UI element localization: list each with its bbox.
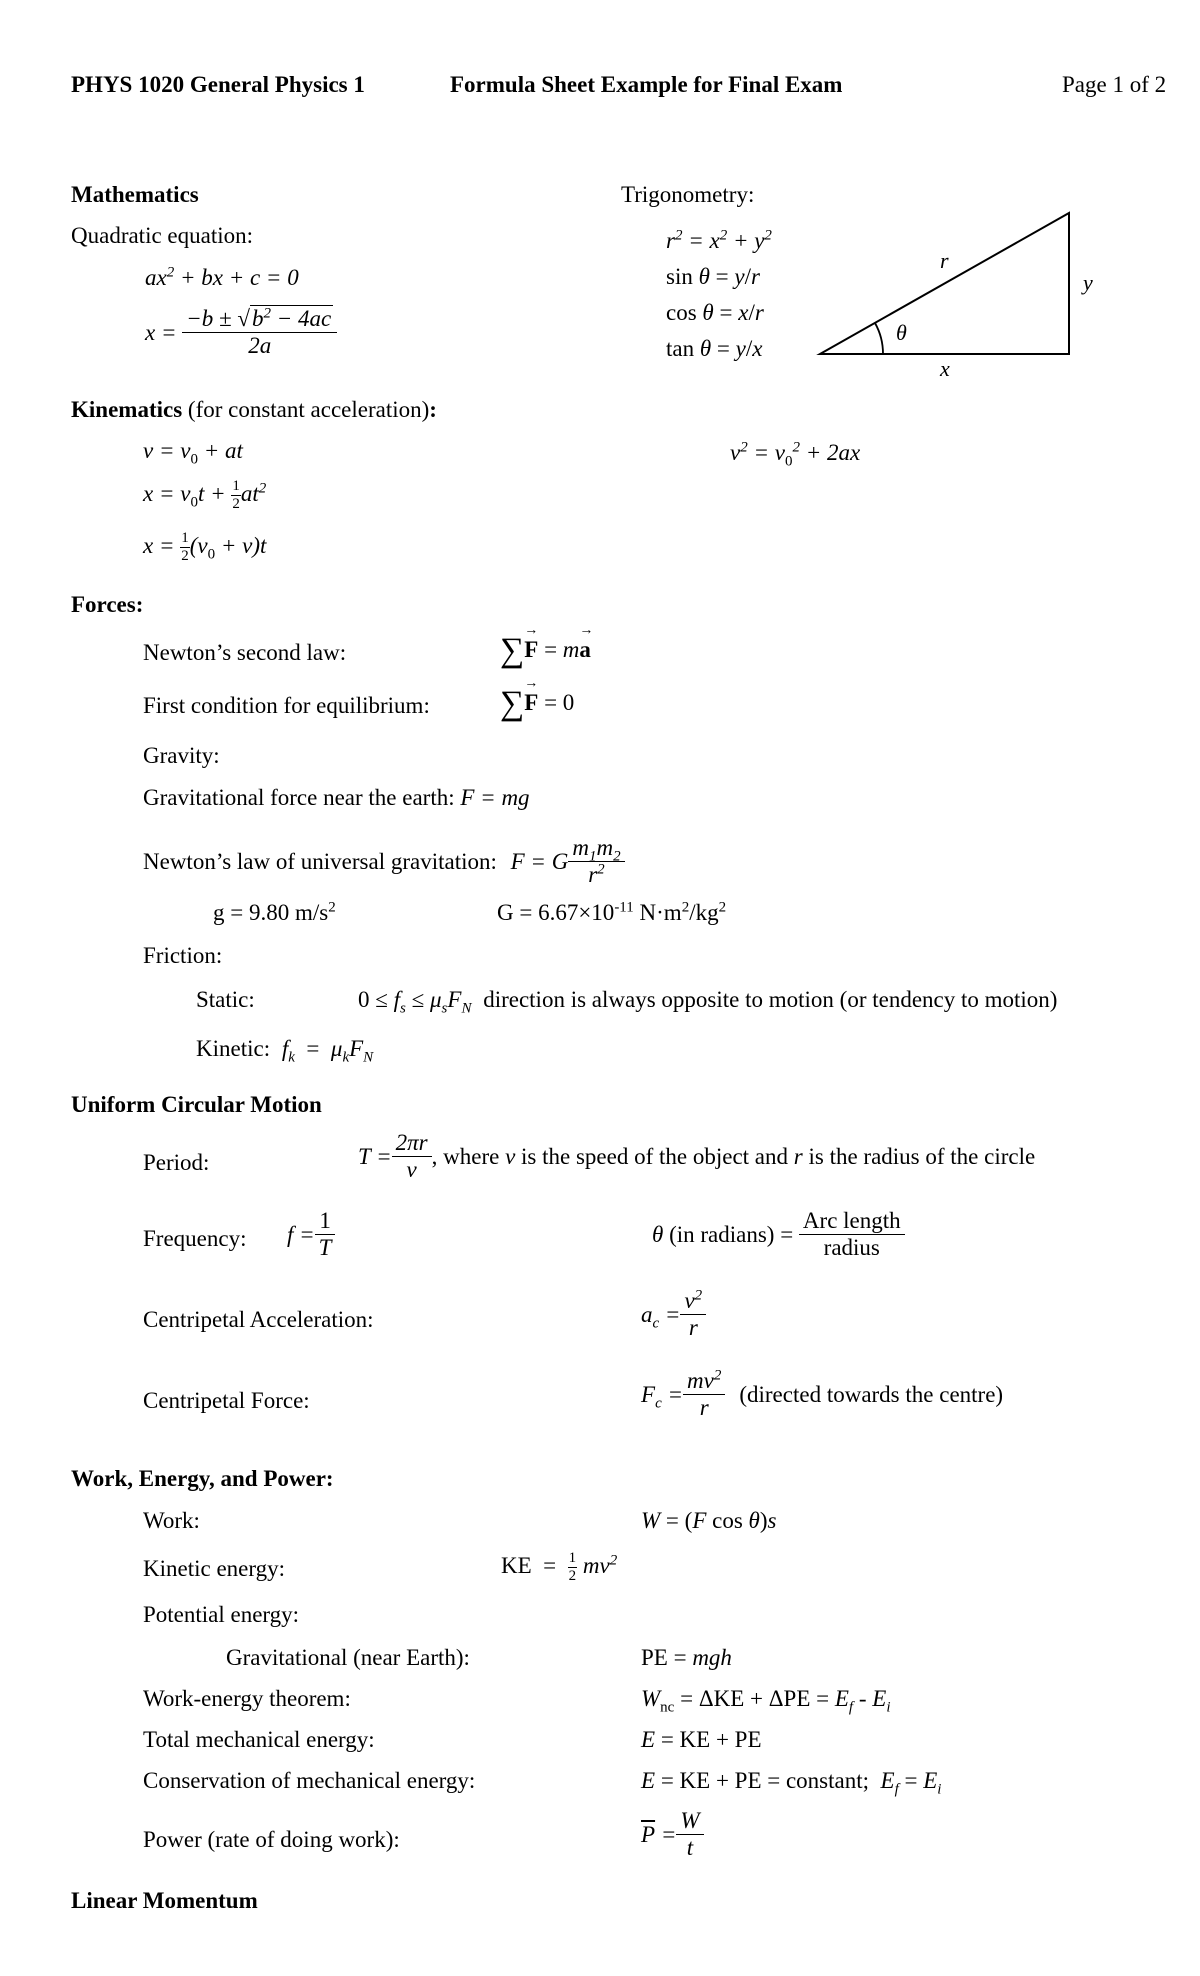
- gravitational-pe-label: Gravitational (near Earth):: [226, 1645, 470, 1670]
- work-label: Work:: [143, 1508, 200, 1533]
- cosine-equation: cos θ = x/r: [666, 300, 764, 325]
- static-friction-eq: $0 \le f_s \le \mu_sF_N$ direction is always opposite to motion (or tendency to motion): [358, 987, 1058, 1017]
- right-triangle-diagram: [800, 200, 1120, 390]
- gravitational-force-label: Gravitational force near the earth: F = mg: [143, 785, 530, 810]
- friction-label: Friction:: [143, 943, 223, 968]
- power-eq: $\overline{P}$ = $\frac{W}{t}$: [641, 1808, 704, 1862]
- trig-label: Trigonometry:: [621, 182, 755, 207]
- equilibrium-eq: ∑→ F = 0: [500, 685, 574, 723]
- power-label: Power (rate of doing work):: [143, 1827, 400, 1852]
- newton-second-law-label: Newton’s second law:: [143, 640, 347, 665]
- radians-eq: θ (in radians) = $\frac{\text{Arc length}}{\text{radius}}$: [652, 1208, 905, 1262]
- triangle-label-r: r: [940, 248, 949, 273]
- total-mechanical-energy-label: Total mechanical energy:: [143, 1727, 375, 1752]
- total-mechanical-energy-eq: E = KE + PE: [641, 1727, 762, 1752]
- frequency-label: Frequency:: [143, 1226, 247, 1251]
- frequency-eq: f = $\frac{1}{T}$: [287, 1208, 335, 1262]
- section-linear-momentum: Linear Momentum: [71, 1888, 258, 1913]
- work-energy-theorem-label: Work-energy theorem:: [143, 1686, 351, 1711]
- gravity-label: Gravity:: [143, 743, 220, 768]
- kinetic-energy-eq: KE = $\frac{1}{2}$ $mv^2$: [501, 1550, 618, 1585]
- quadratic-label: Quadratic equation:: [71, 223, 254, 248]
- course-title: PHYS 1020 General Physics 1: [71, 72, 365, 97]
- quadratic-equation: $ax^2$ + bx + c = 0: [145, 264, 299, 290]
- kinetic-friction-label: Kinetic: $f_k = \mu_kF_N$: [196, 1036, 374, 1066]
- sine-equation: sin θ = y/r: [666, 264, 760, 289]
- kinematics-eq-position: $x = v_0t$ + $\frac{1}{2}$ $at^2$: [143, 478, 267, 513]
- static-friction-label: Static:: [196, 987, 255, 1012]
- centripetal-force-label: Centripetal Force:: [143, 1388, 310, 1413]
- conservation-energy-eq: E = KE + PE = constant; $E_f = E_i$: [641, 1768, 942, 1798]
- section-forces: Forces:: [71, 592, 144, 617]
- section-kinematics: Kinematics (for constant acceleration):: [71, 397, 437, 422]
- triangle-label-theta: θ: [896, 320, 907, 345]
- kinematics-eq-velocity-squared: $v^2 = v_0^2 + 2ax$: [730, 439, 861, 470]
- tangent-equation: tan θ = y/x: [666, 336, 763, 361]
- period-label: Period:: [143, 1150, 210, 1175]
- work-energy-theorem-eq: $W_{nc} = \Delta KE + \Delta PE = E_f - E_i$: [641, 1686, 891, 1716]
- newton-second-law-eq: ∑→ F = m→ a: [500, 632, 591, 670]
- centripetal-acceleration-label: Centripetal Acceleration:: [143, 1307, 374, 1332]
- centripetal-force-eq: $F_c$ = $\frac{mv^2}{r}$ (directed towards the centre): [641, 1367, 1004, 1421]
- quadratic-formula: x = $\frac{-b \pm √b^2 - 4ac}{2a}$: [145, 306, 337, 360]
- universal-gravitation-fraction: $\frac{m_1m_2}{r^2}$: [568, 835, 624, 889]
- period-eq: T = $\frac{2\pi r}{v}$ , where v is the speed of the object and r is the radius of the circle: [358, 1130, 1036, 1183]
- section-mathematics: Mathematics: [71, 182, 199, 207]
- g-value: g = 9.80 $m/s^2$: [213, 899, 336, 925]
- quadratic-fraction: $\frac{-b \pm √b^2 - 4ac}{2a}$: [182, 306, 337, 360]
- equilibrium-label: First condition for equilibrium:: [143, 693, 430, 718]
- triangle-label-y: y: [1083, 270, 1093, 295]
- conservation-energy-label: Conservation of mechanical energy:: [143, 1768, 476, 1793]
- kinematics-eq-velocity: $v = v_0$ + at: [143, 438, 243, 468]
- gravitational-pe-eq: PE = mgh: [641, 1645, 732, 1670]
- section-circular-motion: Uniform Circular Motion: [71, 1092, 322, 1117]
- universal-gravitation-label: Newton’s law of universal gravitation: F = G $\frac{m_1m_2}{r^2}$: [143, 835, 625, 889]
- section-work-energy-power: Work, Energy, and Power:: [71, 1466, 334, 1491]
- big-g-value: $G = 6.67\times 10^{-11}$ $N\cdot m^2/kg^2$: [497, 899, 727, 925]
- centripetal-acceleration-eq: $a_c$ = $\frac{v^2}{r}$: [641, 1288, 706, 1342]
- page-number: Page 1 of 2: [1062, 72, 1167, 97]
- work-eq: W = (F cos θ)s: [641, 1508, 777, 1533]
- angle-arc: [875, 323, 883, 354]
- triangle-shape: [820, 213, 1069, 354]
- potential-energy-label: Potential energy:: [143, 1602, 300, 1627]
- kinematics-eq-average: x = $\frac{1}{2}$ $(v_0 + v)t$: [143, 530, 267, 565]
- kinetic-energy-label: Kinetic energy:: [143, 1556, 285, 1581]
- triangle-label-x: x: [940, 356, 950, 381]
- pythagoras-equation: $r^2 = x^2 + y^2$: [666, 227, 772, 253]
- sheet-title: Formula Sheet Example for Final Exam: [450, 72, 843, 97]
